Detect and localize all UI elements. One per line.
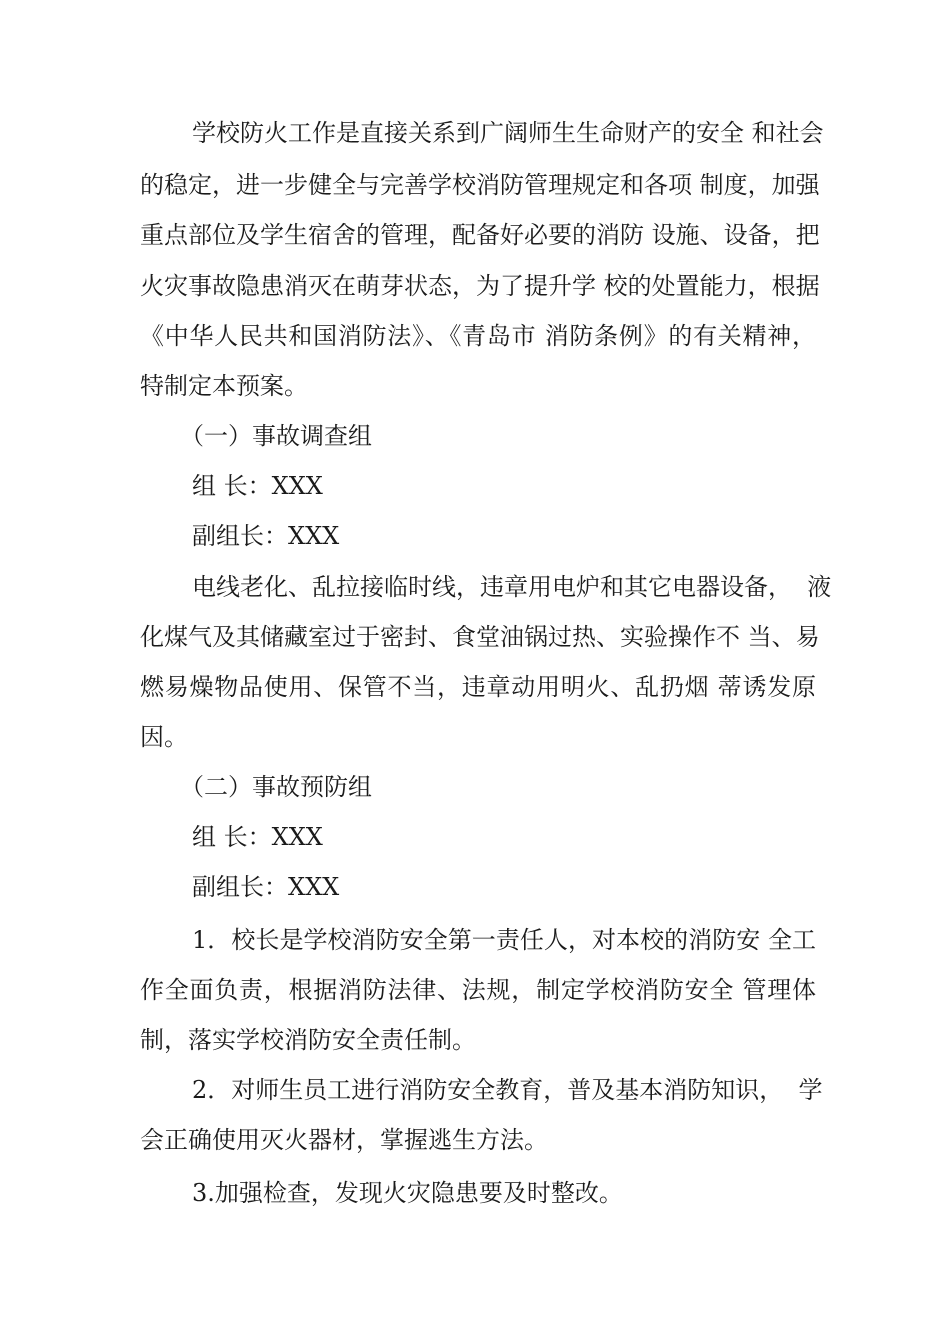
item2-line-2: 会正确使用灭火器材，掌握逃生方法。 (140, 1126, 548, 1154)
item3-line-1: 3.加强检查，发现火灾隐患要及时整改。 (192, 1179, 623, 1207)
group1-text-line-4: 因。 (140, 723, 188, 751)
group1-text-line-1: 电线老化、乱拉接临时线，违章用电炉和其它电器设备， 液 (192, 573, 832, 601)
intro-line-4: 火灾事故隐患消灭在萌芽状态，为了提升学 校的处置能力，根据 (140, 272, 820, 300)
group1-text-line-3: 燃易燥物品使用、保管不当，违章动用明火、乱扔烟 蒂诱发原 (140, 673, 816, 701)
intro-line-2: 的稳定，进一步健全与完善学校消防管理规定和各项 制度，加强 (140, 171, 820, 199)
item1-line-2: 作全面负责，根据消防法律、法规，制定学校消防安全 管理体 (140, 976, 816, 1004)
group2-leader: 组 长：XXX (192, 823, 323, 851)
group2-title: （二）事故预防组 (180, 773, 372, 801)
group2-deputy: 副组长：XXX (192, 873, 340, 901)
item1-line-3: 制，落实学校消防安全责任制。 (140, 1026, 476, 1054)
group1-title: （一）事故调查组 (180, 422, 372, 450)
item2-line-1: 2．对师生员工进行消防安全教育，普及基本消防知识， 学 (192, 1076, 823, 1104)
intro-line-5: 《中华人民共和国消防法》、《青岛市 消防条例》的有关精神， (140, 322, 816, 350)
intro-line-6: 特制定本预案。 (140, 372, 308, 400)
intro-line-1: 学校防火工作是直接关系到广阔师生生命财产的安全 和社会 (192, 119, 824, 147)
item1-line-1: 1．校长是学校消防安全第一责任人，对本校的消防安 全工 (192, 926, 816, 954)
intro-line-3: 重点部位及学生宿舍的管理，配备好必要的消防 设施、设备，把 (140, 221, 820, 249)
group1-leader: 组 长：XXX (192, 472, 323, 500)
group1-deputy: 副组长：XXX (192, 522, 340, 550)
group1-text-line-2: 化煤气及其储藏室过于密封、食堂油锅过热、实验操作不 当、易 (140, 623, 820, 651)
